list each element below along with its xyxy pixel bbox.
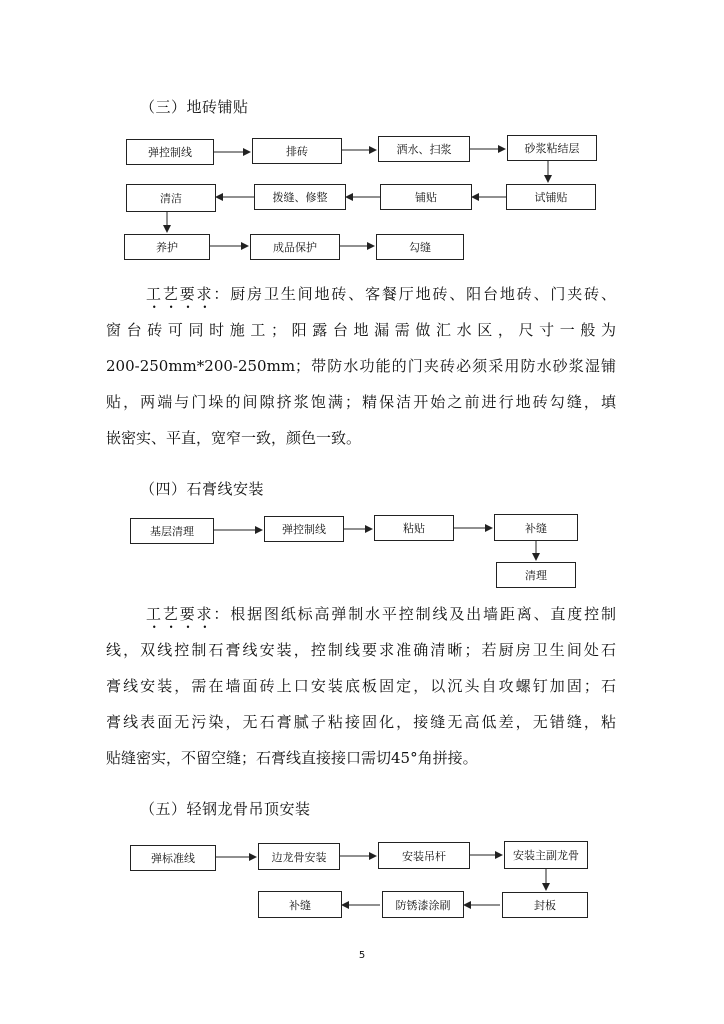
requirement-line: 嵌密实、平直，宽窄一致，颜色一致。 xyxy=(106,429,362,447)
flow-step-install-main-keel: 安装主副龙骨 xyxy=(504,841,588,869)
requirement-text: 根据图纸标高弹制水平控制线及出墙距离、直度控制 xyxy=(230,605,616,623)
requirement-line xyxy=(106,276,616,312)
requirements-floor-tiling xyxy=(106,276,616,456)
flow-step-trial-paving: 试铺贴 xyxy=(506,184,596,210)
flow-step-edge-keel-install: 边龙骨安装 xyxy=(258,843,340,870)
flow-step-adjust-joints: 拨缝、修整 xyxy=(254,184,346,210)
flow-step-sprinkle-water: 洒水、扫浆 xyxy=(378,136,470,162)
flow-step-install-hanger-rods: 安装吊杆 xyxy=(378,842,470,869)
flow-step-patch-joints: 补缝 xyxy=(258,891,342,918)
flow-step-curing: 养护 xyxy=(124,234,210,260)
flow-step-pasting: 粘贴 xyxy=(374,515,454,541)
requirement-line: 200-250mm*200-250mm；带防水功能的门夹砖必须采用防水砂浆湿铺 xyxy=(106,357,616,375)
page-number: 5 xyxy=(358,950,366,961)
requirement-line: 线，双线控制石膏线安装，控制线要求准确清晰；若厨房卫生间处石 xyxy=(106,641,616,659)
flow-step-product-protection: 成品保护 xyxy=(250,234,340,260)
requirement-line xyxy=(106,596,616,632)
flow-step-mortar-bonding: 砂浆粘结层 xyxy=(507,135,597,161)
requirement-label: 工艺要求： xyxy=(146,605,231,623)
flow-step-snap-control-line: 弹控制线 xyxy=(264,516,344,542)
flow-step-clean-up: 清理 xyxy=(496,562,576,588)
requirement-line: 膏线安装，需在墙面砖上口安装底板固定，以沉头自攻螺钉加固；石 xyxy=(106,677,616,695)
flow-step-patch-joints: 补缝 xyxy=(494,514,578,541)
requirement-label: 工艺要求： xyxy=(146,285,231,303)
requirement-text: 厨房卫生间地砖、客餐厅地砖、阳台地砖、门夹砖、 xyxy=(230,285,616,303)
section-heading-gypsum-line: （四）石膏线安装 xyxy=(140,480,265,498)
flow-step-cleaning: 清洁 xyxy=(126,184,216,212)
requirement-line: 窗台砖可同时施工；阳露台地漏需做汇水区，尺寸一般为 xyxy=(106,321,616,339)
requirement-line: 膏线表面无污染，无石膏腻子粘接固化，接缝无高低差，无错缝，粘 xyxy=(106,713,616,731)
flow-step-grouting: 勾缝 xyxy=(376,234,464,260)
flow-step-snap-control-line: 弹控制线 xyxy=(126,139,214,165)
requirement-line: 贴缝密实，不留空缝；石膏线直接接口需切45°角拼接。 xyxy=(106,749,478,767)
flow-step-paving: 铺贴 xyxy=(380,184,472,210)
flow-step-snap-reference-line: 弹标准线 xyxy=(130,845,216,871)
flow-step-base-cleaning: 基层清理 xyxy=(130,518,214,544)
flow-step-arrange-tiles: 排砖 xyxy=(252,138,342,164)
requirements-gypsum-line xyxy=(106,596,616,776)
requirement-line: 贴，两端与门垛的间隙挤浆饱满；精保洁开始之前进行地砖勾缝，填 xyxy=(106,393,616,411)
section-heading-light-steel-keel: （五）轻钢龙骨吊顶安装 xyxy=(140,800,311,818)
flow-step-anti-rust-paint: 防锈漆涂刷 xyxy=(382,891,464,918)
section-heading-floor-tiling: （三）地砖铺贴 xyxy=(140,98,249,116)
flow-step-seal-board: 封板 xyxy=(502,892,588,918)
